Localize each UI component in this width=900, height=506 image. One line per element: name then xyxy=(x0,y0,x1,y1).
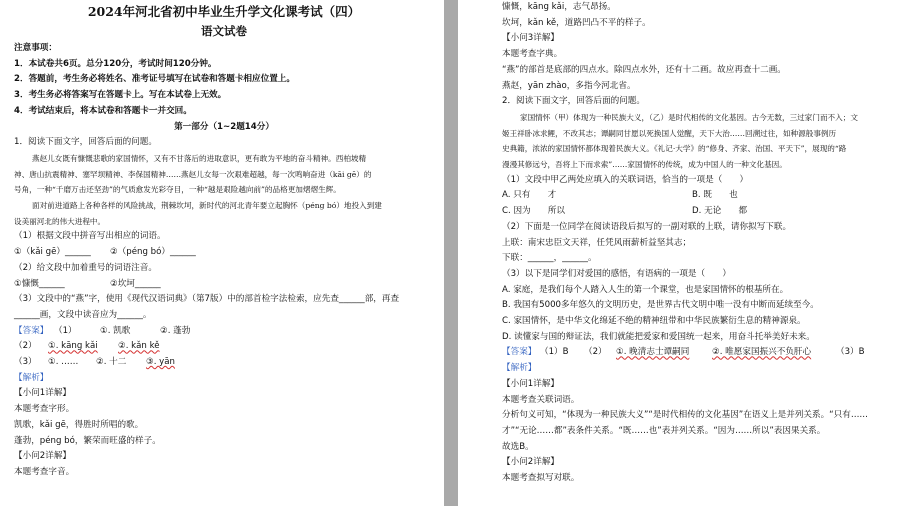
analysis-label: 【解析】 xyxy=(14,372,49,383)
answer-item: （1） xyxy=(54,325,77,336)
answer-row xyxy=(502,345,890,361)
notice-item: 3．考生务必将答案写在答题卡上。写在本试卷上无效。 xyxy=(14,90,227,101)
answer-item: ①. 晚清志士谭嗣同 xyxy=(616,347,690,358)
blank-item: ②坎坷______ xyxy=(110,278,161,289)
analysis-line: 本题考查关联词语。 xyxy=(502,394,580,405)
analysis-line: 【小问3详解】 xyxy=(502,33,560,44)
passage-line: 设美丽河北的伟大进程中。 xyxy=(14,216,106,226)
option-b: B. 我国有5000多年悠久的文明历史，是世界古代文明中唯一没有中断而延续至今。 xyxy=(502,300,819,311)
notice-item: 2．答题前，考生务必将姓名、准考证号填写在试卷和答题卡相应位置上。 xyxy=(14,74,295,85)
blank-item: ①慷慨______ xyxy=(14,278,65,289)
notice-item: 1．本试卷共6页。总分120分，考试时间120分钟。 xyxy=(14,58,217,69)
answer-item: ②. kǎn kě xyxy=(118,341,160,352)
option-c: C. 家国情怀，是中华文化绵延不绝的精神纽带和中华民族繁衍生息的精神源泉。 xyxy=(502,316,806,327)
answer-item: ②. 唯愿家国振兴不负肝心 xyxy=(712,347,812,358)
analysis-line: 故选B。 xyxy=(502,441,534,452)
couplet-line: 上联：南宋忠臣文天祥，任凭风雨薪析益坚其志； xyxy=(502,237,692,248)
answer-row xyxy=(14,324,434,340)
exam-subtitle: 语文试卷 xyxy=(201,24,247,38)
option-d: D. 读懂家与国的辩证法，我们就能把爱家和爱国统一起来，用奋斗托举美好未来。 xyxy=(502,331,815,342)
sub-question-2: （2）给文段中加着重号的词语注音。 xyxy=(14,262,157,273)
analysis-line: 凯歌，kǎi gē，得胜时所唱的歌。 xyxy=(14,419,144,430)
answer-item: （1）B xyxy=(540,347,569,358)
answer-item: （2） xyxy=(584,347,607,358)
analysis-line: 本题考查字形。 xyxy=(14,404,75,415)
option-d: D. 无论 都 xyxy=(692,206,748,217)
analysis-line: 蓬勃，péng bó，繁荣而旺盛的样子。 xyxy=(14,435,161,446)
notice-heading: 注意事项： xyxy=(14,43,57,53)
answer-item: ②. 十二 xyxy=(96,357,127,368)
answer-label: 【答案】 xyxy=(14,325,49,336)
passage-line: 面对前进道路上各种各样的风险挑战，荆棘坎坷，新时代的河北青年要立起胸怀（péng bó）地投入到建 xyxy=(32,201,382,211)
analysis-line: 【小问1详解】 xyxy=(502,378,560,389)
analysis-line: 【小问2详解】 xyxy=(14,451,72,462)
option-c: C. 因为 所以 xyxy=(502,206,566,217)
option-a: A. 家庭，是我们每个人踏入人生的第一个课堂，也是家国情怀的根基所在。 xyxy=(502,284,789,295)
left-document-page xyxy=(0,0,444,506)
answer-item: （2） xyxy=(14,341,37,352)
sub-question-2: （2）下面是一位同学在阅读语段后拟写的一副对联的上联，请你拟写下联。 xyxy=(502,221,792,232)
question-1-intro: 1．阅读下面文字，回答后面的问题。 xyxy=(14,137,157,148)
couplet-line: 下联：______，______。 xyxy=(502,253,597,264)
option-row xyxy=(502,188,890,204)
analysis-line: 本题考查字音。 xyxy=(14,466,75,477)
answer-item: ③. yān xyxy=(146,357,175,368)
analysis-line: “燕”的部首是底部的四点水。除四点水外，还有十二画。故应再查十二画。 xyxy=(502,64,786,75)
passage-line: 漫漫其修远兮，吾将上下而求索”……家国情怀的传统，成为中国人的一种文化基因。 xyxy=(502,160,787,170)
analysis-label: 【解析】 xyxy=(502,363,537,374)
analysis-line: 本题考查字典。 xyxy=(502,49,563,60)
option-a: A. 只有 才 xyxy=(502,190,557,201)
analysis-line: 慷慨，kāng kǎi，志气昂扬。 xyxy=(502,2,616,12)
answer-row xyxy=(14,339,434,355)
analysis-line: 分析句义可知，“体现为一种民族大义”“是时代相传的文化基因”在语义上是并列关系。“只有…… xyxy=(502,410,869,421)
analysis-line: 坎坷，kǎn kě，道路凹凸不平的样子。 xyxy=(502,17,651,28)
sub-question-3: （3）文段中的“燕”字，使用《现代汉语词典》（第7版）中的部首检字法检索，应先查______部，再查 xyxy=(14,294,400,305)
answer-item: （3）B xyxy=(836,347,865,358)
answer-item: ②. 蓬勃 xyxy=(160,325,191,336)
answer-row xyxy=(14,355,434,371)
answer-item: ①. kāng kǎi xyxy=(48,341,98,352)
passage-line: 神、唐山抗震精神、塞罕坝精神、李保国精神……燕赵儿女每一次艰难超越，每一次鸣响奋进（kāi gē）的 xyxy=(14,169,372,179)
analysis-line: 【小问1详解】 xyxy=(14,388,72,399)
exam-title: 2024年河北省初中毕业生升学文化课考试（四） xyxy=(87,4,361,19)
sub-question-2-blanks xyxy=(14,277,434,293)
passage-line: 号角，一种“千磨万击还坚劲”的气质愈发光彩夺目，一种“越是艰险越向前”的品格更加熠熠生辉。 xyxy=(14,185,341,195)
analysis-line: 燕赵，yān zhào，多指今河北省。 xyxy=(502,80,636,91)
blank-item: ①（kǎi gē）______ xyxy=(14,247,91,258)
passage-line: 燕赵儿女既有慷慨悲歌的家国情怀，又有不甘落后的进取意识，更有敢为平地的奋斗精神。西柏坡精 xyxy=(32,153,367,163)
sub-question-1-blanks xyxy=(14,245,434,261)
passage-line: 史典籍，浓浓的家国情怀都体现着民族大义。《礼记·大学》的“修身、齐家、治国、平天下”，展现的“路 xyxy=(502,144,847,154)
sub-question-3: ______画，文段中读音应为______。 xyxy=(14,309,152,320)
notice-item: 4．考试结束后，将本试卷和答题卡一并交回。 xyxy=(14,105,192,116)
passage-line: 姬王祥卧冰求鲤，不改其志；谭嗣同甘愿以死换国人觉醒，天下大治……回溯过往，如种源般事例历 xyxy=(502,128,837,138)
answer-item: （3） xyxy=(14,357,37,368)
blank-item: ②（péng bó）______ xyxy=(110,247,196,258)
option-row xyxy=(502,204,890,220)
question-2-intro: 2．阅读下面文字，回答后面的问题。 xyxy=(502,96,645,107)
right-document-page xyxy=(458,0,900,506)
answer-label: 【答案】 xyxy=(502,347,537,358)
passage-line: 家国情怀（甲）体现为一种民族大义，（乙）是时代相传的文化基因。古今无数，三过家门而不入；文 xyxy=(520,112,858,122)
analysis-line: 【小问2详解】 xyxy=(502,457,560,468)
answer-item: ①. 凯歌 xyxy=(100,325,131,336)
sub-question-3: （3）以下是同学们对爱国的感悟，有语病的一项是（ ） xyxy=(502,268,731,279)
part-heading: 第一部分（1~2题14分） xyxy=(174,121,274,132)
sub-question-1: （1）根据文段中拼音写出相应的词语。 xyxy=(14,231,166,242)
analysis-line: 才”“无论……都”表条件关系。“既……也”表并列关系。“因为……所以”表因果关系。 xyxy=(502,425,826,436)
analysis-line: 本题考查拟写对联。 xyxy=(502,473,580,484)
sub-question-1: （1）文段中甲乙两处应填入的关联词语，恰当的一项是（ ） xyxy=(502,174,749,185)
option-b: B. 既 也 xyxy=(692,190,738,201)
answer-item: ①. …… xyxy=(48,357,79,368)
